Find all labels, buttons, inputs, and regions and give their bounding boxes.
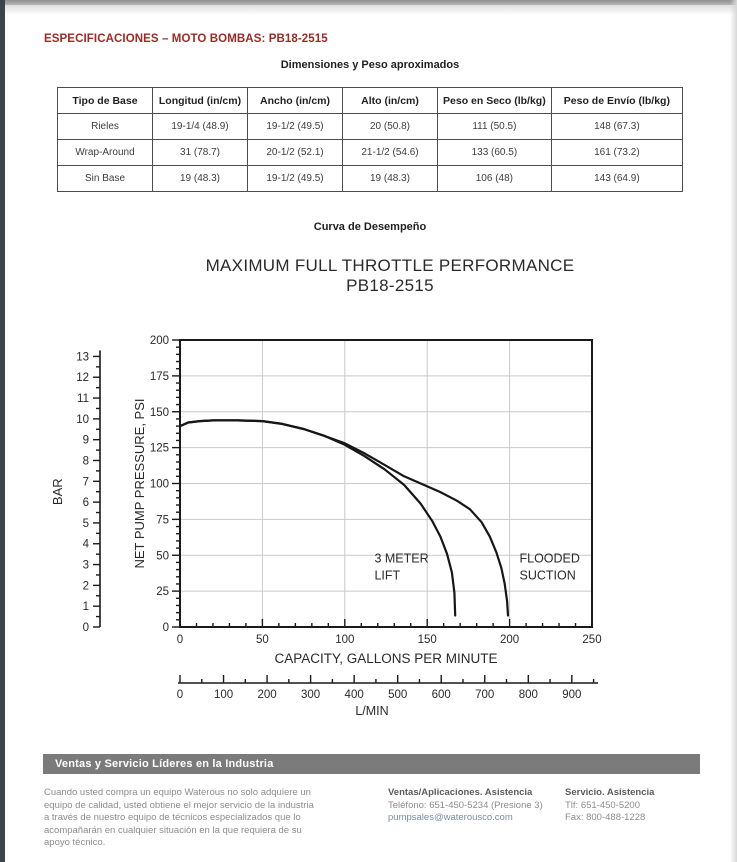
x-axis-tick-label: 150 [417,634,437,646]
lmin-axis-tick-label: 400 [344,689,364,701]
bar-axis-tick-label: 3 [82,559,89,572]
dimensions-table [57,87,683,192]
column-header: Tipo de Base [58,88,153,114]
curve-label: 3 METER [374,551,429,566]
y-axis-tick-label: 200 [149,335,169,347]
x-axis-tick-label: 200 [500,634,520,646]
table-cell: Wrap-Around [58,140,153,166]
bar-axis-tick-label: 10 [76,413,89,426]
bar-axis-tick-label: 4 [82,538,89,551]
page-right-edge [730,0,737,862]
lmin-axis-tick-label: 700 [475,689,495,701]
bar-axis-tick-label: 11 [77,393,89,406]
footer-about-text: Cuando usted compra un equipo Waterous no solo adquiere un equipo de calidad, usted obtiene el mejor servicio de la industria a través de nuestro equipo de técnicos especializados que lo acompañarán en cualquier situación en la que requiera de su apoyo técnico. [44,787,314,848]
performance-section-title: Curva de Desempeño [313,221,427,233]
curve-label: FLOODED [519,551,580,566]
x-axis-tick-label: 0 [176,634,184,646]
bar-axis-tick-label: 5 [82,517,89,530]
sales-heading: Ventas/Aplicaciones. Asistencia [388,787,533,798]
footer-sales-column [388,787,573,825]
table-cell: 133 (60.5) [438,140,552,166]
bar-axis-tick-label: 13 [76,351,89,364]
bar-axis-tick-label: 8 [82,455,89,468]
table-cell: 111 (50.5) [438,114,552,140]
y-axis-tick-label: 75 [156,514,169,527]
table-cell: Sin Base [58,166,153,192]
page-top-edge-fade [0,5,737,15]
y-axis-title: NET PUMP PRESSURE, PSI [132,398,147,569]
lmin-axis-tick-label: 600 [431,689,451,701]
footer-banner: Ventas y Servicio Líderes en la Industria [43,754,700,774]
table-row [58,166,683,192]
lmin-axis-tick-label: 300 [301,689,321,701]
dimensions-table-body [58,114,683,192]
column-header: Peso en Seco (lb/kg) [438,88,552,114]
table-cell: Rieles [58,114,153,140]
x-axis-title: CAPACITY, GALLONS PER MINUTE [274,651,498,666]
chart-title: MAXIMUM FULL THROTTLE PERFORMANCE [205,256,575,275]
performance-curve [180,420,455,615]
page-left-edge [0,0,5,862]
x-axis-tick-label: 250 [582,634,602,646]
table-cell: 19-1/2 (49.5) [248,166,343,192]
column-header: Alto (in/cm) [343,88,438,114]
performance-curve [180,420,508,615]
x-axis-tick-label: 50 [256,634,269,646]
lmin-axis-title: L/MIN [355,704,389,718]
y-axis-tick-label: 125 [149,442,169,455]
x-axis-tick-label: 100 [335,634,355,646]
page-title: ESPECIFICACIONES – MOTO BOMBAS: PB18-2515 [44,33,328,45]
performance-chart [20,330,670,730]
sales-phone: Teléfono: 651-450-5234 (Presione 3) [388,799,543,811]
bar-axis-tick-label: 2 [82,580,89,593]
bar-axis-tick-label: 7 [82,476,89,489]
lmin-axis-tick-label: 0 [176,689,184,701]
lmin-axis-tick-label: 200 [257,689,277,701]
y-axis-tick-label: 150 [149,406,169,419]
table-header-row [58,88,683,114]
table-cell: 31 (78.7) [153,140,248,166]
table-cell: 19 (48.3) [343,166,438,192]
table-cell: 19 (48.3) [153,166,248,192]
sales-email-link[interactable]: pumpsales@waterousco.com [388,812,513,823]
table-cell: 20 (50.8) [343,114,438,140]
lmin-axis-tick-label: 900 [562,689,582,701]
table-cell: 20-1/2 (52.1) [248,140,343,166]
table-cell: 19-1/2 (49.5) [248,114,343,140]
bar-axis-tick-label: 1 [82,601,89,614]
y-axis-tick-label: 175 [149,370,169,383]
bar-axis-title: BAR [50,478,65,506]
lmin-axis-tick-label: 100 [213,689,234,701]
column-header: Ancho (in/cm) [248,88,343,114]
service-phone: Tlf: 651-450-5200 [565,799,640,811]
column-header: Longitud (in/cm) [153,88,248,114]
curve-label: SUCTION [519,568,576,583]
table-cell: 161 (73.2) [551,140,682,166]
table-cell: 143 (64.9) [551,166,682,192]
service-heading: Servicio. Asistencia [565,787,655,798]
bar-axis-tick-label: 6 [82,497,89,510]
table-cell: 19-1/4 (48.9) [153,114,248,140]
service-fax: Fax: 800-488-1228 [565,812,646,823]
chart-subtitle: PB18-2515 [346,276,434,295]
y-axis-tick-label: 0 [162,622,169,634]
y-axis-tick-label: 50 [156,550,169,563]
column-header: Peso de Envío (lb/kg) [551,88,682,114]
bar-axis-tick-label: 12 [76,372,89,385]
lmin-axis-tick-label: 500 [388,689,408,701]
curve-label: LIFT [374,568,401,583]
page-top-edge [0,0,737,5]
table-cell: 148 (67.3) [551,114,682,140]
bar-axis-tick-label: 9 [82,434,89,447]
table-cell: 21-1/2 (54.6) [343,140,438,166]
footer-service-column [565,787,710,825]
table-cell: 106 (48) [438,166,552,192]
lmin-axis-tick-label: 800 [518,689,538,701]
y-axis-tick-label: 100 [149,478,169,491]
dimensions-table-caption: Dimensiones y Peso aproximados [280,59,460,71]
bar-axis-tick-label: 0 [82,622,89,634]
table-row [58,140,683,166]
y-axis-tick-label: 25 [156,586,169,599]
table-row [58,114,683,140]
